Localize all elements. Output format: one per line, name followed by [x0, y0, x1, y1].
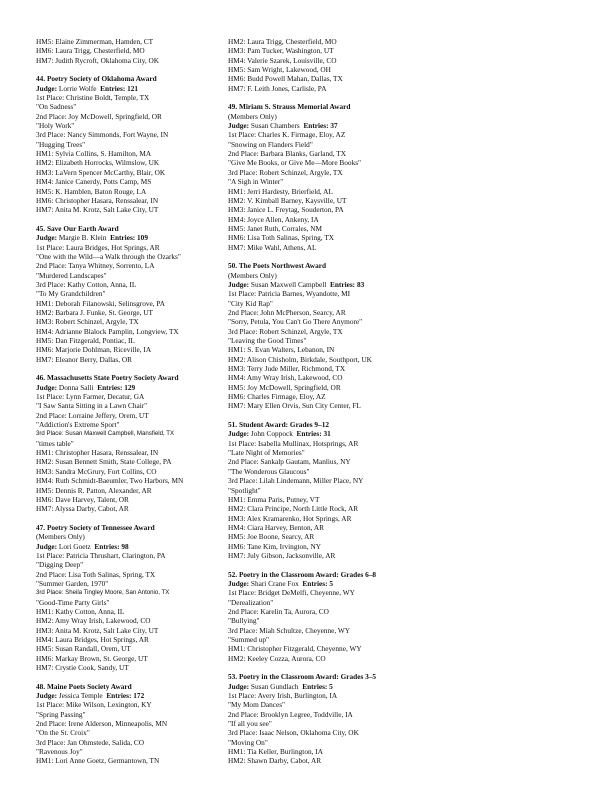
result-line: HM1: Emma Paris, Putney, VT	[228, 494, 320, 504]
judge-label: Judge:	[36, 83, 58, 93]
result-line: 1st Place: Isabella Mullinax, Hotsprings, AR	[228, 438, 359, 448]
result-line: "The Wonderous Glaucous"	[228, 466, 310, 476]
result-line: 2nd Place: Brooklyn Legree, Toddville, IA	[228, 709, 353, 719]
result-line: HM6: Budd Powell Mahan, Dallas, TX	[228, 74, 343, 84]
award-title: 44. Poetry Society of Oklahoma Award	[36, 74, 157, 84]
judge-label: Judge:	[36, 691, 58, 701]
result-line: 3rd Place: Nancy Simmonds, Fort Wayne, IN	[36, 130, 169, 140]
judge-line	[36, 691, 212, 700]
result-line: HM6: Laura Trigg, Chesterfield, MO	[36, 46, 145, 56]
result-line: "Give Me Books, or Give Me—More Books"	[228, 158, 362, 168]
award-block-45	[36, 224, 212, 364]
result-line: HM1: Sylvia Collins, S. Hamilton, MA	[36, 149, 152, 159]
judge-line	[36, 84, 212, 93]
result-line: HM4: Adrianne Blalock Pamplin, Longview, TX	[36, 326, 179, 336]
result-line: 1st Place: Christine Boldt, Temple, TX	[36, 93, 150, 103]
result-line: "A Sigh in Winter"	[228, 177, 284, 187]
judge-line	[36, 542, 212, 551]
result-line: 2nd Place: Lisa Toth Salinas, Spring, TX	[36, 569, 156, 579]
judge-name: Lorrie Wolfe	[58, 83, 97, 93]
spacer	[36, 364, 212, 373]
award-title: 53. Poetry in the Classroom Award: Grades 3–5	[228, 672, 377, 682]
judge-name: Donna Salli	[58, 382, 94, 392]
entries-count: Entries: 172	[106, 691, 145, 701]
result-line: "If all you see"	[228, 719, 272, 729]
result-line: "Addiction's Extreme Sport"	[36, 420, 120, 430]
result-line: HM3: Janice L. Freytag, Souderton, PA	[228, 205, 344, 215]
result-line: HM7: Mike Wahl, Athens, AL	[228, 242, 317, 252]
award-block-44	[36, 74, 212, 214]
entries-count: Entries: 121	[100, 83, 139, 93]
result-line: HM1: Christopher Hasara, Renssalear, IN	[36, 448, 159, 458]
result-line: HM3: Sandra McGrury, Fort Collins, CO	[36, 466, 157, 476]
result-line: "I Saw Santa Sitting in a Lawn Chair"	[36, 401, 148, 411]
judge-line	[36, 383, 212, 392]
award-title: 51. Student Award: Grades 9–12	[228, 420, 330, 430]
result-line: HM3: Anita M. Krotz, Salt Lake City, UT	[36, 625, 159, 635]
result-line: "Hugging Trees"	[36, 139, 86, 149]
result-line: 2nd Place: John McPherson, Searcy, AR	[228, 307, 346, 317]
result-line: HM5: Susan Randall, Orem, UT	[36, 644, 131, 654]
result-line: HM6: Markay Brown, St. George, UT	[36, 653, 148, 663]
result-line: HM2: Laura Trigg, Chesterfield, MO	[228, 37, 337, 46]
result-line: HM5: Dennis R. Patton, Alexander, AR	[36, 485, 152, 495]
award-subtitle: (Members Only)	[228, 111, 277, 121]
result-line: HM7: July Gibson, Jacksonville, AR	[228, 550, 336, 560]
result-line: HM6: Charles Firmage, Eloy, AZ	[228, 392, 326, 402]
result-line: 3rd Place: Robert Schinzel, Argyle, TX	[228, 167, 343, 177]
entries-count: Entries: 31	[296, 429, 331, 439]
right-column	[228, 37, 418, 766]
result-line: "Bullying"	[228, 616, 260, 626]
entries-count: Entries: 83	[329, 279, 365, 289]
result-line: "Snowing on Flanders Field"	[228, 139, 313, 149]
judge-line	[228, 280, 418, 289]
result-line: HM2: Shawn Darby, Cabot, AR	[228, 756, 322, 766]
result-line: HM1: Lori Anne Goetz, Germantown, TN	[36, 756, 160, 766]
result-line: HM4: Ruth Schmidt-Baeumler, Two Harbors, MN	[36, 476, 184, 486]
result-line: 3rd Place: Miah Schultze, Cheyenne, WY	[228, 625, 351, 635]
spacer	[36, 65, 212, 74]
award-subtitle: (Members Only)	[36, 532, 85, 542]
result-line: 1st Place: Mike Wilson, Lexington, KY	[36, 700, 152, 710]
result-line: 2nd Place: Barbara Blanks, Garland, TX	[228, 149, 347, 159]
result-line: "On Sadness"	[36, 102, 77, 112]
result-line: "Spotlight"	[228, 485, 261, 495]
result-line: HM4: Amy Wray Irish, Lakewood, CO	[228, 373, 343, 383]
judge-name: Lori Goetz	[58, 541, 91, 551]
entries-count: Entries: 109	[110, 233, 148, 243]
result-line: 3rd Place: Isaac Nelson, Oklahoma City, OK	[228, 728, 359, 738]
result-line: 3rd Place: Lilah Lindemann, Miller Place, NY	[228, 476, 364, 486]
result-line: HM7: Judith Rycroft, Oklahoma City, OK	[36, 55, 160, 65]
result-line: 1st Place: Laura Bridges, Hot Springs, AR	[36, 242, 160, 252]
result-line: "Ravenous Joy"	[36, 747, 83, 757]
result-line: "One with the Wild—a Walk through the Ozarks"	[36, 251, 181, 261]
spacer	[228, 560, 418, 569]
judge-name: Jessica Temple	[58, 691, 103, 701]
award-block-49	[228, 102, 418, 252]
result-line: "times table"	[36, 438, 74, 448]
result-line: HM1: Christopher Fitzgerald, Cheyenne, WY	[228, 644, 362, 654]
judge-name: John Coppock	[250, 429, 293, 439]
entries-count: Entries: 98	[94, 541, 129, 551]
result-line: "Sorry, Petula, You Can't Go There Anymore"	[228, 317, 363, 327]
judge-label: Judge:	[228, 279, 250, 289]
result-line: 1st Place: Patricia Thrushart, Clarington, PA	[36, 550, 166, 560]
result-line: 3rd Place: Susan Maxwell Campbell, Mansfield, TX	[36, 430, 175, 438]
result-line: 3rd Place: Sheila Tingley Moore, San Antonio, TX	[36, 589, 170, 597]
result-line: "Moving On"	[228, 737, 268, 747]
result-line: HM4: Laura Bridges, Hot Springs, AR	[36, 635, 149, 644]
judge-label: Judge:	[36, 382, 58, 392]
result-line: 1st Place: Lynn Farmer, Decatur, GA	[36, 392, 145, 402]
result-line: HM3: Robert Schinzel, Argyle, TX	[36, 317, 139, 327]
result-line: HM2: Clara Principe, North Little Rock, AR	[228, 504, 359, 514]
result-line: "Derealization"	[228, 597, 274, 607]
result-line: HM6: Marjorie Dohlman, Riceville, IA	[36, 345, 152, 355]
judge-name: Susan Maxwell Campbell	[250, 279, 327, 289]
result-line: HM3: Pam Tucker, Washington, UT	[228, 46, 334, 56]
judge-line	[228, 121, 418, 130]
judge-line	[228, 682, 418, 691]
judge-name: Susan Gundlach	[250, 681, 299, 691]
result-line: "Spring Passing"	[36, 709, 86, 719]
result-line: HM7: Alyssa Darby, Cabot, AR	[36, 504, 129, 514]
judge-name: Margie B. Klein	[58, 233, 107, 243]
result-line: 1st Place: Bridget DeMelfi, Cheyenne, WY	[228, 588, 355, 598]
result-line: HM7: Anita M. Krotz, Salt Lake City, UT	[36, 205, 159, 215]
result-line: "On the St. Croix"	[36, 728, 90, 738]
result-line: HM2: V. Kimball Barney, Kaysville, UT	[228, 195, 347, 205]
result-line: HM6: Dave Harvey, Talent, OR	[36, 494, 129, 504]
result-line: HM5: K. Hamblen, Baton Rouge, LA	[36, 186, 147, 196]
result-line: "Murdered Landscapes"	[36, 270, 107, 280]
result-line: 3rd Place: Kathy Cotton, Anna, IL	[36, 279, 137, 289]
result-line: HM3: Alex Kramarenko, Hot Springs, AR	[228, 513, 352, 523]
result-line: HM6: Lisa Toth Salinas, Spring, TX	[228, 233, 335, 243]
result-line: HM7: F. Leith Jones, Carlisle, PA	[228, 83, 327, 93]
result-line: HM4: Janice Canerdy, Potts Camp, MS	[36, 177, 152, 187]
spacer	[228, 663, 418, 672]
result-line: HM5: Dan Fitzgerald, Pontiac, IL	[36, 336, 135, 345]
spacer	[228, 93, 418, 102]
result-line: HM2: Elizabeth Horrocks, Wilmslow, UK	[36, 158, 160, 168]
award-title: 45. Save Our Earth Award	[36, 223, 119, 233]
award-block-52	[228, 570, 418, 663]
result-line: 1st Place: Avery Irish, Burlington, IA	[228, 691, 338, 701]
award-block-50	[228, 261, 418, 411]
result-line: 1st Place: Charles K. Firmage, Eloy, AZ	[228, 130, 346, 140]
result-line: "Good-Time Party Girls"	[36, 597, 110, 607]
result-line: HM1: Tia Keller, Burlington, IA	[228, 747, 323, 757]
entries-count: Entries: 5	[302, 681, 333, 691]
result-line: "Holy Work"	[36, 121, 75, 131]
result-line: HM1: Jerri Hardesty, Brierfield, AL	[228, 186, 333, 196]
result-line: 2nd Place: Karelin Ta, Aurora, CO	[228, 606, 329, 616]
result-line: "To My Grandchildren"	[36, 289, 106, 299]
award-block-48	[36, 682, 212, 766]
result-line: HM4: Valerie Szarek, Louisville, CO	[228, 55, 337, 65]
award-title: 48. Maine Poets Society Award	[36, 681, 132, 691]
result-line: "Summed up"	[228, 635, 270, 644]
result-line: HM1: Kathy Cotton, Anna, IL	[36, 606, 125, 616]
result-line: 2nd Place: Irene Alderson, Minneapolis, MN	[36, 719, 168, 729]
entries-count: Entries: 129	[97, 382, 136, 392]
result-line: HM7: Eleanor Berry, Dallas, OR	[36, 354, 132, 364]
result-line: HM7: Mary Ellen Orvis, Sun City Center, FL	[228, 401, 361, 411]
result-line: HM2: Keeley Cozza, Aurora, CO	[228, 653, 326, 663]
judge-label: Judge:	[36, 233, 58, 243]
result-line: 1st Place: Patricia Barnes, Wyandotte, MI	[228, 289, 351, 299]
result-line: 2nd Place: Lorraine Jeffery, Orem, UT	[36, 410, 149, 420]
judge-label: Judge:	[228, 681, 250, 691]
result-line: 3rd Place: Robert Schinzel, Argyle, TX	[228, 326, 343, 336]
award-title: 49. Miriam S. Strauss Memorial Award	[228, 102, 351, 112]
judge-label: Judge:	[36, 541, 58, 551]
result-line: HM7: Crystie Cook, Sandy, UT	[36, 663, 129, 673]
award-title: 47. Poetry Society of Tennessee Award	[36, 522, 155, 532]
result-line: 2nd Place: Tanya Whitney, Sorrento, LA	[36, 261, 155, 271]
result-line: HM1: S. Evan Walters, Lebanon, IN	[228, 345, 335, 355]
result-line: HM6: Tane Kim, Irvington, NY	[228, 541, 321, 551]
judge-line	[228, 429, 418, 438]
award-block-51	[228, 420, 418, 560]
result-line: HM5: Joy McDowell, Springfield, OR	[228, 382, 341, 392]
award-title: 46. Massachusetts State Poetry Society Award	[36, 373, 179, 383]
award-block-46	[36, 373, 212, 513]
result-line: "Late Night of Memories"	[228, 448, 305, 458]
judge-label: Judge:	[228, 121, 250, 131]
result-line: HM6: Christopher Hasara, Renssalear, IN	[36, 195, 159, 205]
result-line: HM5: Elaine Zimmerman, Hamden, CT	[36, 37, 154, 46]
result-line: HM2: Susan Bennett Smith, State College, PA	[36, 457, 172, 467]
entries-count: Entries: 5	[302, 578, 334, 588]
award-block-47	[36, 523, 212, 673]
judge-line	[228, 579, 418, 588]
result-line: "City Kid Rap"	[228, 298, 273, 308]
result-line: 2nd Place: Joy McDowell, Springfield, OR	[36, 111, 162, 121]
result-line: "Digging Deep"	[36, 560, 84, 570]
result-line: "Leaving the Good Times"	[228, 336, 307, 345]
judge-line	[36, 233, 212, 242]
spacer	[36, 514, 212, 523]
award-title: 52. Poetry in the Classroom Award: Grades 6–8	[228, 569, 377, 579]
spacer	[228, 252, 418, 261]
result-line: HM5: Sam Wright, Lakewood, OH	[228, 65, 331, 75]
result-line: "My Mom Dances"	[228, 700, 286, 710]
award-subtitle: (Members Only)	[228, 270, 277, 280]
result-line: HM5: Joe Boone, Searcy, AR	[228, 532, 315, 542]
spacer	[36, 672, 212, 681]
spacer	[36, 215, 212, 224]
result-line: HM4: Joyce Allen, Ankeny, IA	[228, 214, 319, 224]
result-line: HM2: Barbara J. Funke, St. George, UT	[36, 307, 154, 317]
spacer	[228, 411, 418, 420]
award-block-53	[228, 672, 418, 765]
judge-label: Judge:	[228, 429, 250, 439]
left-column	[36, 37, 212, 766]
result-line: "Summer Garden, 1970"	[36, 578, 109, 588]
result-line: HM2: Alison Chisholm, Birkdale, Southport, UK	[228, 354, 372, 364]
result-line: HM4: Ciara Harvey, Benton, AR	[228, 522, 324, 532]
result-line: HM1: Deborah Filanowski, Selinsgrove, PA	[36, 298, 166, 308]
result-line: 3rd Place: Jan Ohmstede, Salida, CO	[36, 737, 145, 747]
judge-name: Shari Crane Fox	[250, 578, 299, 588]
entries-count: Entries: 37	[303, 121, 338, 131]
award-title: 50. The Poets Northwest Award	[228, 261, 327, 271]
result-line: HM5: Janet Ruth, Corrales, NM	[228, 223, 323, 233]
result-line: HM3: Terry Jude Miller, Richmond, TX	[228, 364, 346, 374]
judge-label: Judge:	[228, 578, 250, 588]
result-line: HM3: LaVern Spencer McCarthy, Blair, OK	[36, 167, 166, 177]
result-line: HM2: Amy Wray Irish, Lakewood, CO	[36, 616, 151, 626]
judge-name: Susan Chambers	[250, 121, 300, 131]
result-line: 2nd Place: Sankalp Gautam, Manlius, NY	[228, 457, 351, 467]
